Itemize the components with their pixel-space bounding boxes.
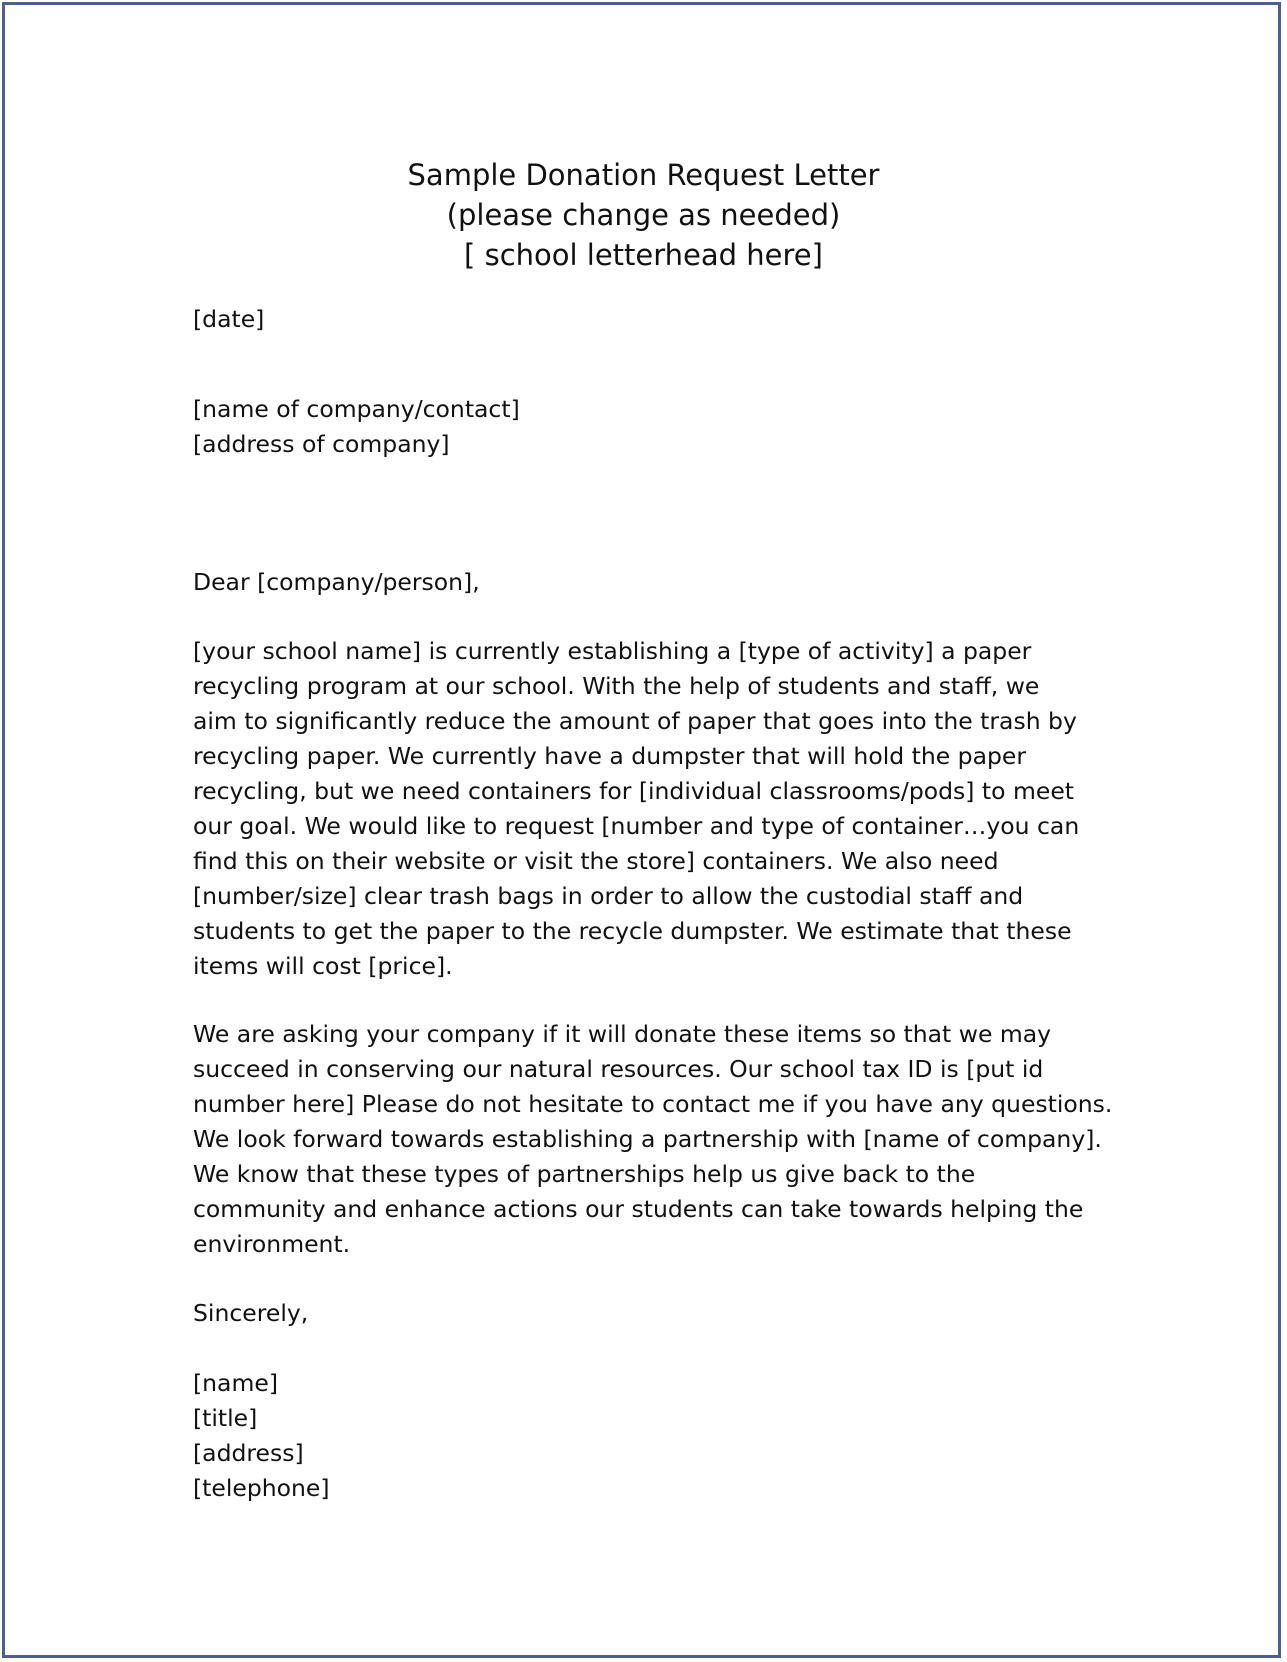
signature-address: [address]: [193, 1439, 304, 1467]
paragraph-line: [number/size] clear trash bags in order to allow the custodial staff and: [193, 882, 1024, 910]
document-subtitle: (please change as needed): [446, 198, 841, 232]
paragraph-line: recycling paper. We currently have a dumpster that will hold the paper: [193, 742, 1027, 770]
paragraph-line: aim to significantly reduce the amount of paper that goes into the trash by: [193, 707, 1077, 735]
salutation: Dear [company/person],: [193, 568, 480, 596]
letter-heading: [0, 155, 1287, 275]
date-placeholder: [date]: [193, 305, 265, 333]
recipient-name: [name of company/contact]: [193, 395, 520, 423]
recipient-address: [address of company]: [193, 430, 450, 458]
paragraph-line: recycling, but we need containers for [individual classrooms/pods] to meet: [193, 777, 1074, 805]
document-title: Sample Donation Request Letter: [407, 158, 880, 192]
closing: Sincerely,: [193, 1299, 309, 1327]
paragraph-line: recycling program at our school. With the help of students and staff, we: [193, 672, 1040, 700]
paragraph-line: We are asking your company if it will donate these items so that we may: [193, 1020, 1052, 1048]
salutation-block: [193, 565, 1133, 600]
paragraph-line: succeed in conserving our natural resources. Our school tax ID is [put id: [193, 1055, 1044, 1083]
date-block: [193, 302, 1133, 337]
paragraph-2: [193, 1017, 1133, 1262]
paragraph-line: community and enhance actions our students can take towards helping the: [193, 1195, 1084, 1223]
closing-block: [193, 1296, 1133, 1331]
paragraph-line: items will cost [price].: [193, 952, 453, 980]
paragraph-line: number here] Please do not hesitate to contact me if you have any questions.: [193, 1090, 1113, 1118]
signature-telephone: [telephone]: [193, 1474, 330, 1502]
paragraph-line: students to get the paper to the recycle dumpster. We estimate that these: [193, 917, 1072, 945]
paragraph-line: environment.: [193, 1230, 351, 1258]
paragraph-1: [193, 634, 1133, 984]
signature-block: [193, 1366, 1133, 1506]
paragraph-line: We know that these types of partnerships help us give back to the: [193, 1160, 976, 1188]
paragraph-line: [your school name] is currently establishing a [type of activity] a paper: [193, 637, 1032, 665]
signature-title: [title]: [193, 1404, 258, 1432]
signature-name: [name]: [193, 1369, 278, 1397]
recipient-block: [193, 392, 1133, 462]
paragraph-line: find this on their website or visit the store] containers. We also need: [193, 847, 999, 875]
paragraph-line: our goal. We would like to request [number and type of container…you can: [193, 812, 1080, 840]
letterhead-placeholder: [ school letterhead here]: [464, 238, 823, 272]
paragraph-line: We look forward towards establishing a partnership with [name of company].: [193, 1125, 1102, 1153]
